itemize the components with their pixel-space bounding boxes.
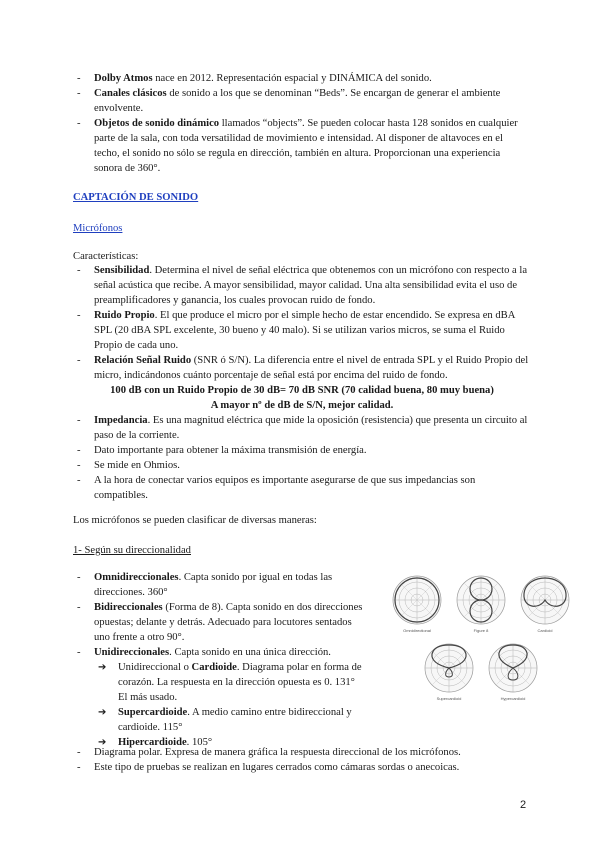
section-title[interactable]: CAPTACIÓN DE SONIDO [73,192,199,203]
list-item [73,86,531,116]
arrow-right-icon: ➔ [98,662,107,673]
item-text: Diagrama polar. Expresa de manera gráfica la respuesta direccional de los micrófonos. [94,747,461,758]
item-text: . Es una magnitud eléctrica que mide la oposición (resistencia) que presenta un circuito al paso de la corriente. [94,415,528,441]
item-term: Sensibilidad [94,265,150,276]
snr-note: A mayor nº de dB de S/N, mejor calidad. [210,400,394,411]
arrow-right-icon: ➔ [98,707,107,718]
supercardioid-caption: Supercardioid [436,696,462,701]
item-text: (Forma de 8). Capta sonido en dos direcciones opuestas; delante y detrás. Adecuado para locutores sentados uno frente a otro 90°. [94,602,363,643]
item-text: . Diagrama polar en forma de corazón. La respuesta en la dirección opuesta es 0. 131° El más usado. [118,662,362,703]
item-term: Hipercardioide [118,737,187,748]
item-term: Canales clásicos [94,88,167,99]
characteristics-label: Características: [73,251,139,262]
item-term: Ruido Propio [94,310,155,321]
snr-example: 100 dB con un Ruido Propio de 30 dB= 70 dB SNR (70 calidad buena, 80 muy buena) [110,385,494,396]
list-item [73,458,531,473]
list-item [73,600,363,645]
unidirectional-sublist [94,660,363,750]
item-text: . Capta sonido por igual en todas las direcciones. 360° [94,572,333,598]
item-text: nace en 2012. Representación espacial y DINÁMICA del sonido. [152,73,432,84]
item-term: Cardioide [191,662,237,673]
item-text: (SNR ó S/N). La diferencia entre el nivel de entrada SPL y el Ruido Propio del micro, indicándonos cuánto porcentaje de señal está por encima del ruido de fondo. [94,355,529,381]
list-item [73,353,531,383]
item-term: Bidireccionales [94,602,163,613]
item-text: llamados “objects”. Se pueden colocar hasta 128 sonidos en cualquier parte de la sala, con toda versatilidad de movimiento e intensidad. Al disponer de altavoces en el techo, el sonido no sólo se regula en dirección, también en altura. Proporcionan una experiencia sonora de 360°. [94,118,518,174]
characteristics-list [73,263,531,503]
list-item [73,263,531,308]
arrow-right-icon: ➔ [98,737,107,748]
item-term: Objetos de sonido dinámico [94,118,220,129]
sub-item [94,660,363,705]
list-item [73,443,531,458]
subsection-title[interactable]: Micrófonos [73,223,123,234]
direction-heading: 1- Según su direccionalidad [73,545,191,556]
item-text: . Determina el nivel de señal eléctrica que obtenemos con un micrófono con respecto a la señal acústica que recibe. A mayor sensibilidad, mayor calidad. Una alta sensibilidad evita el uso de preamplificadores y ganancia, los cuales provocan ruido de fondo. [94,265,528,306]
list-item [73,570,363,600]
intro-list [73,71,531,176]
list-item [73,116,531,176]
list-item [73,473,531,503]
cardioid-diagram [521,576,569,624]
item-text: . A medio camino entre bidireccional y cardioide. 115° [118,707,352,733]
list-item [73,413,531,443]
figure8-caption: Figure 8 [473,628,489,633]
item-term: Omnidireccionales [94,572,179,583]
supercardioid-diagram [425,644,473,692]
item-term: Supercardioide [118,707,188,718]
item-text: Este tipo de pruebas se realizan en lugares cerrados como cámaras sordas o anecoicas. [94,762,460,773]
item-text: . Capta sonido en una única dirección. [169,647,331,658]
sub-item [94,705,363,735]
item-term: Impedancia [94,415,148,426]
list-item [73,745,531,760]
direction-list [73,570,363,750]
closing-list [73,745,531,775]
polar-patterns-figure [387,570,575,722]
cardioid-caption: Cardioid [537,628,553,633]
item-text: Se mide en Ohmios. [94,460,180,471]
item-text: . El que produce el micro por el simple hecho de estar encendido. Se expresa en dBA SPL (20 dBA SPL excelente, 30 bueno y 40 malo). Si se utilizan varios micros, se suma el Ruido Propio de cada uno. [94,310,515,351]
item-term: Unidireccionales [94,647,170,658]
item-text: de sonido a los que se denominan “Beds”. Se encargan de generar el ambiente envolvente. [94,88,501,114]
list-item [73,308,531,353]
item-pre: Unidireccional o [118,662,192,673]
figure8-diagram [457,576,505,624]
classify-text: Los micrófonos se pueden clasificar de diversas maneras: [73,515,317,526]
item-text: A la hora de conectar varios equipos es importante asegurarse de que sus impedancias son compatibles. [94,475,476,501]
item-term: Dolby Atmos [94,73,153,84]
list-item [73,71,531,86]
omni-caption: Omnidirectional [403,628,431,633]
hypercardioid-caption: Hypercardioid [500,696,526,701]
item-term: Relación Señal Ruido [94,355,192,366]
page-number: 2 [520,799,527,811]
list-item [73,645,363,750]
item-text: Dato importante para obtener la máxima transmisión de energía. [94,445,367,456]
hypercardioid-diagram [489,644,537,692]
polar-diagrams [387,570,575,722]
item-text: . 105° [186,737,213,748]
omnidirectional-diagram [393,576,441,624]
list-item [73,760,531,775]
